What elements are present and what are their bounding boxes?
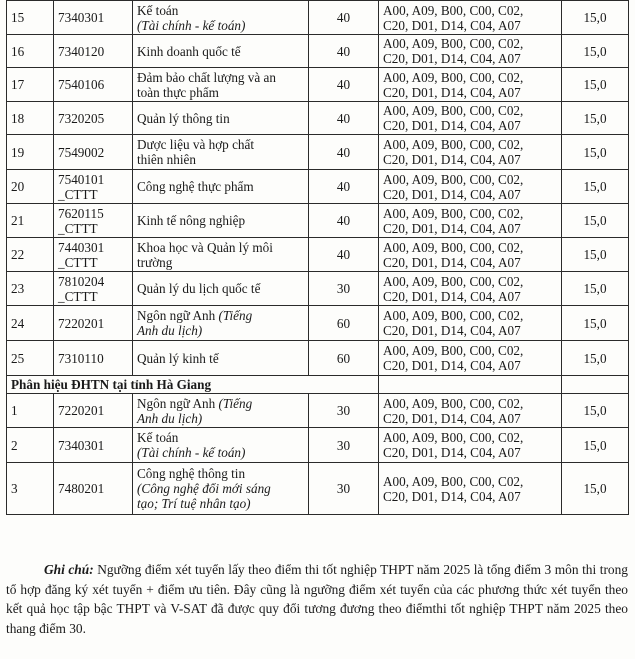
major-name: Công nghệ thực phẩm xyxy=(137,179,254,194)
name-cell xyxy=(133,306,309,341)
code-cell xyxy=(54,463,133,515)
name-cell xyxy=(133,68,309,102)
row-number: 19 xyxy=(7,135,54,170)
quota-cell: 40 xyxy=(309,238,379,272)
major-code: 7340120 xyxy=(58,43,105,59)
code-cell xyxy=(54,306,133,341)
table-row xyxy=(7,463,629,515)
combo-line-2: C20, D01, D14, C04, A07 xyxy=(383,17,521,33)
major-name: Công nghệ thông tin xyxy=(137,466,246,481)
name-cell xyxy=(133,204,309,238)
quota-cell: 30 xyxy=(309,394,379,428)
table-row xyxy=(7,35,629,68)
major-code: 7540101 xyxy=(58,171,105,187)
row-number: 24 xyxy=(7,306,54,341)
combo-line-1: A00, A09, B00, C00, C02, xyxy=(383,343,524,358)
score-cell: 15,0 xyxy=(562,170,629,204)
code-cell xyxy=(54,135,133,170)
combo-cell xyxy=(379,306,562,341)
major-subtitle: trường xyxy=(137,254,173,270)
combo-cell xyxy=(379,1,562,35)
quota-cell: 30 xyxy=(309,463,379,515)
combo-line-2: C20, D01, D14, C04, A07 xyxy=(383,118,521,133)
name-cell xyxy=(133,394,309,428)
name-cell xyxy=(133,102,309,135)
quota-cell: 40 xyxy=(309,35,379,68)
section-header-row xyxy=(7,376,629,394)
table-row xyxy=(7,170,629,204)
code-cell xyxy=(54,394,133,428)
combo-line-2: C20, D01, D14, C04, A07 xyxy=(383,410,521,426)
code-cell xyxy=(54,35,133,68)
combo-line-2: C20, D01, D14, C04, A07 xyxy=(383,186,521,202)
quota-cell: 30 xyxy=(309,428,379,463)
combo-line-2: C20, D01, D14, C04, A07 xyxy=(383,488,521,504)
major-subtitle: Anh du lịch) xyxy=(137,410,203,426)
major-subtitle: thiên nhiên xyxy=(137,152,196,167)
combo-cell xyxy=(379,341,562,376)
major-name: Quản lý du lịch quốc tế xyxy=(137,281,261,296)
combo-cell xyxy=(379,35,562,68)
quota-cell: 60 xyxy=(309,341,379,376)
combo-line-1: A00, A09, B00, C00, C02, xyxy=(383,430,524,445)
quota-cell: 40 xyxy=(309,135,379,170)
quota-cell: 40 xyxy=(309,1,379,35)
note-paragraph xyxy=(6,560,628,638)
major-code: 7440301 xyxy=(58,239,105,255)
major-name: Kinh doanh quốc tế xyxy=(137,43,241,59)
major-name-italic: (Tiếng xyxy=(218,308,253,323)
name-cell xyxy=(133,272,309,306)
name-cell xyxy=(133,170,309,204)
admissions-table xyxy=(6,0,629,515)
table-row xyxy=(7,272,629,306)
major-code-suffix: _CTTT xyxy=(58,220,98,236)
combo-line-1: A00, A09, B00, C00, C02, xyxy=(383,36,524,51)
row-number: 17 xyxy=(7,68,54,102)
combo-line-1: A00, A09, B00, C00, C02, xyxy=(383,171,524,187)
combo-line-2: C20, D01, D14, C04, A07 xyxy=(383,323,521,338)
combo-line-1: A00, A09, B00, C00, C02, xyxy=(383,239,524,255)
table-row xyxy=(7,394,629,428)
major-code: 7340301 xyxy=(58,10,105,25)
table-row xyxy=(7,1,629,35)
major-name: Ngôn ngữ Anh xyxy=(137,395,216,411)
code-cell xyxy=(54,170,133,204)
combo-line-1: A00, A09, B00, C00, C02, xyxy=(383,103,524,118)
combo-line-2: C20, D01, D14, C04, A07 xyxy=(383,84,521,100)
section-title: Phân hiệu ĐHTN tại tỉnh Hà Giang xyxy=(7,376,379,394)
combo-cell xyxy=(379,463,562,515)
major-subtitle: toàn thực phẩm xyxy=(137,84,219,100)
combo-line-1: A00, A09, B00, C00, C02, xyxy=(383,2,524,18)
combo-cell xyxy=(379,238,562,272)
table-row xyxy=(7,238,629,272)
row-number: 1 xyxy=(7,394,54,428)
row-number: 18 xyxy=(7,102,54,135)
major-subtitle: Anh du lịch) xyxy=(137,323,203,338)
major-name: Quản lý kinh tế xyxy=(137,350,219,366)
quota-cell: 30 xyxy=(309,272,379,306)
major-code: 7310110 xyxy=(58,350,104,366)
combo-line-1: A00, A09, B00, C00, C02, xyxy=(383,308,524,323)
score-cell: 15,0 xyxy=(562,1,629,35)
row-number: 15 xyxy=(7,1,54,35)
quota-cell: 40 xyxy=(309,170,379,204)
combo-cell xyxy=(379,204,562,238)
major-name-italic: (Tiếng xyxy=(218,395,253,411)
major-code: 7620115 xyxy=(58,205,104,221)
table-row xyxy=(7,306,629,341)
score-cell: 15,0 xyxy=(562,428,629,463)
code-cell xyxy=(54,1,133,35)
table-row xyxy=(7,204,629,238)
major-name: Đảm bảo chất lượng và an xyxy=(137,69,276,85)
row-number: 22 xyxy=(7,238,54,272)
major-code: 7220201 xyxy=(58,403,105,418)
major-name: Dược liệu và hợp chất xyxy=(137,137,255,152)
major-name: Khoa học và Quản lý môi xyxy=(137,239,273,255)
combo-line-1: A00, A09, B00, C00, C02, xyxy=(383,205,524,221)
code-cell xyxy=(54,68,133,102)
combo-cell xyxy=(379,102,562,135)
score-cell: 15,0 xyxy=(562,102,629,135)
table-row xyxy=(7,341,629,376)
combo-line-1: A00, A09, B00, C00, C02, xyxy=(383,473,524,489)
combo-line-1: A00, A09, B00, C00, C02, xyxy=(383,395,524,411)
row-number: 20 xyxy=(7,170,54,204)
major-code-suffix: _CTTT xyxy=(58,186,98,202)
row-number: 25 xyxy=(7,341,54,376)
quota-cell: 60 xyxy=(309,306,379,341)
note-label: Ghi chú: xyxy=(44,562,94,577)
score-cell: 15,0 xyxy=(562,272,629,306)
score-cell: 15,0 xyxy=(562,306,629,341)
quota-cell: 40 xyxy=(309,102,379,135)
major-code: 7320205 xyxy=(58,110,105,126)
row-number: 3 xyxy=(7,463,54,515)
quota-cell: 40 xyxy=(309,204,379,238)
combo-line-2: C20, D01, D14, C04, A07 xyxy=(383,288,521,304)
score-cell: 15,0 xyxy=(562,35,629,68)
major-name: Kế toán xyxy=(137,430,179,445)
combo-cell xyxy=(379,135,562,170)
score-cell: 15,0 xyxy=(562,238,629,272)
score-cell: 15,0 xyxy=(562,135,629,170)
table-row xyxy=(7,68,629,102)
major-name: Kế toán xyxy=(137,2,179,18)
major-code: 7220201 xyxy=(58,315,105,331)
note-text: Ngưỡng điểm xét tuyển lấy theo điểm thi tốt nghiệp THPT năm 2025 là tổng điểm 3 môn thi trong tổ hợp đăng ký xét tuyển + điểm ưu tiên. Đây cũng là ngưỡng điểm xét tuyển của các phương thức xét tuyển theo kết quả học tập bậc THPT và V-SAT đã được quy đổi tương đương theo điểmthi tốt nghiệp THPT năm 2025 theo thang điểm 30. xyxy=(6,562,628,636)
code-cell xyxy=(54,238,133,272)
combo-line-1: A00, A09, B00, C00, C02, xyxy=(383,273,524,289)
code-cell xyxy=(54,428,133,463)
name-cell xyxy=(133,463,309,515)
row-number: 23 xyxy=(7,272,54,306)
combo-cell xyxy=(379,272,562,306)
major-code: 7340301 xyxy=(58,437,105,453)
score-cell: 15,0 xyxy=(562,204,629,238)
major-code: 7480201 xyxy=(58,481,105,496)
name-cell xyxy=(133,1,309,35)
combo-cell xyxy=(379,428,562,463)
table-row xyxy=(7,135,629,170)
row-number: 2 xyxy=(7,428,54,463)
combo-line-1: A00, A09, B00, C00, C02, xyxy=(383,137,524,152)
name-cell xyxy=(133,428,309,463)
row-number: 21 xyxy=(7,204,54,238)
major-subtitle-2: tạo; Trí tuệ nhân tạo) xyxy=(137,496,251,511)
score-cell: 15,0 xyxy=(562,463,629,515)
name-cell xyxy=(133,238,309,272)
score-cell: 15,0 xyxy=(562,394,629,428)
combo-line-2: C20, D01, D14, C04, A07 xyxy=(383,445,521,460)
combo-cell xyxy=(379,394,562,428)
combo-cell xyxy=(379,68,562,102)
combo-line-2: C20, D01, D14, C04, A07 xyxy=(383,358,521,373)
major-name: Ngôn ngữ Anh xyxy=(137,308,216,323)
name-cell xyxy=(133,341,309,376)
combo-cell xyxy=(379,170,562,204)
major-code-suffix: _CTTT xyxy=(58,288,98,304)
combo-line-2: C20, D01, D14, C04, A07 xyxy=(383,220,521,236)
combo-line-2: C20, D01, D14, C04, A07 xyxy=(383,254,521,270)
name-cell xyxy=(133,35,309,68)
major-subtitle: (Tài chính - kế toán) xyxy=(137,17,246,33)
major-code: 7810204 xyxy=(58,273,105,289)
combo-line-2: C20, D01, D14, C04, A07 xyxy=(383,51,521,66)
code-cell xyxy=(54,272,133,306)
code-cell xyxy=(54,102,133,135)
table-row xyxy=(7,102,629,135)
combo-line-2: C20, D01, D14, C04, A07 xyxy=(383,152,521,167)
major-code: 7549002 xyxy=(58,144,105,160)
table-row xyxy=(7,428,629,463)
name-cell xyxy=(133,135,309,170)
code-cell xyxy=(54,204,133,238)
quota-cell: 40 xyxy=(309,68,379,102)
row-number: 16 xyxy=(7,35,54,68)
score-cell: 15,0 xyxy=(562,341,629,376)
combo-line-1: A00, A09, B00, C00, C02, xyxy=(383,69,524,85)
major-code-suffix: _CTTT xyxy=(58,254,98,270)
major-name: Kinh tế nông nghiệp xyxy=(137,213,246,228)
major-subtitle: (Tài chính - kế toán) xyxy=(137,445,246,460)
major-subtitle: (Công nghệ đổi mới sáng xyxy=(137,481,271,496)
major-name: Quản lý thông tin xyxy=(137,110,230,126)
code-cell xyxy=(54,341,133,376)
major-code: 7540106 xyxy=(58,77,105,92)
score-cell: 15,0 xyxy=(562,68,629,102)
